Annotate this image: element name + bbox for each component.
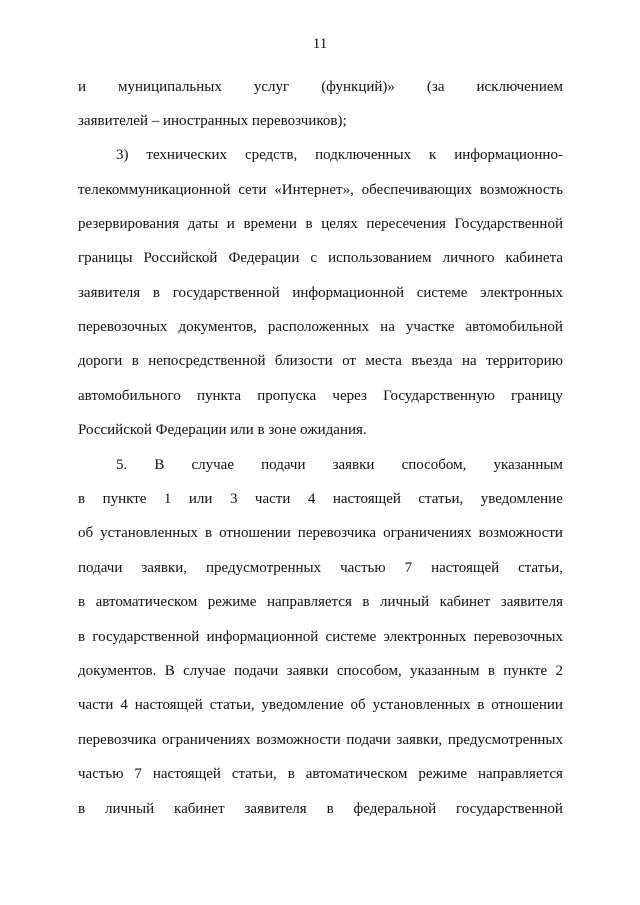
text-line: дороги в непосредственной близости от места въезда на территорию	[78, 353, 563, 369]
text-line: об установленных в отношении перевозчика ограничениях возможности	[78, 525, 563, 541]
text-line: в автоматическом режиме направляется в личный кабинет заявителя	[78, 594, 563, 610]
text-line: частью 7 настоящей статьи, в автоматическом режиме направляется	[78, 766, 563, 782]
text-line: в государственной информационной системе электронных перевозочных	[78, 629, 563, 645]
text-line: телекоммуникационной сети «Интернет», обеспечивающих возможность	[78, 182, 563, 198]
text-line: и муниципальных услуг (функций)» (за исключением	[78, 79, 563, 95]
text-line: части 4 настоящей статьи, уведомление об установленных в отношении	[78, 697, 563, 713]
page-number: 11	[312, 36, 328, 52]
text-line: перевозочных документов, расположенных на участке автомобильной	[78, 319, 563, 335]
text-line: резервирования даты и времени в целях пересечения Государственной	[78, 216, 563, 232]
text-line: подачи заявки, предусмотренных частью 7 настоящей статьи,	[78, 560, 563, 576]
text-line: заявителей – иностранных перевозчиков);	[78, 113, 347, 129]
text-line: в личный кабинет заявителя в федеральной государственной	[78, 801, 563, 817]
text-line: документов. В случае подачи заявки способом, указанным в пункте 2	[78, 663, 563, 679]
text-line: границы Российской Федерации с использованием личного кабинета	[78, 250, 563, 266]
text-line: 3) технических средств, подключенных к информационно-	[116, 147, 563, 163]
text-line: заявителя в государственной информационной системе электронных	[78, 285, 563, 301]
text-line: автомобильного пункта пропуска через Государственную границу	[78, 388, 563, 404]
text-line: 5. В случае подачи заявки способом, указанным	[116, 457, 563, 473]
text-line: в пункте 1 или 3 части 4 настоящей статьи, уведомление	[78, 491, 563, 507]
text-line: Российской Федерации или в зоне ожидания.	[78, 422, 367, 438]
text-line: перевозчика ограничениях возможности подачи заявки, предусмотренных	[78, 732, 563, 748]
